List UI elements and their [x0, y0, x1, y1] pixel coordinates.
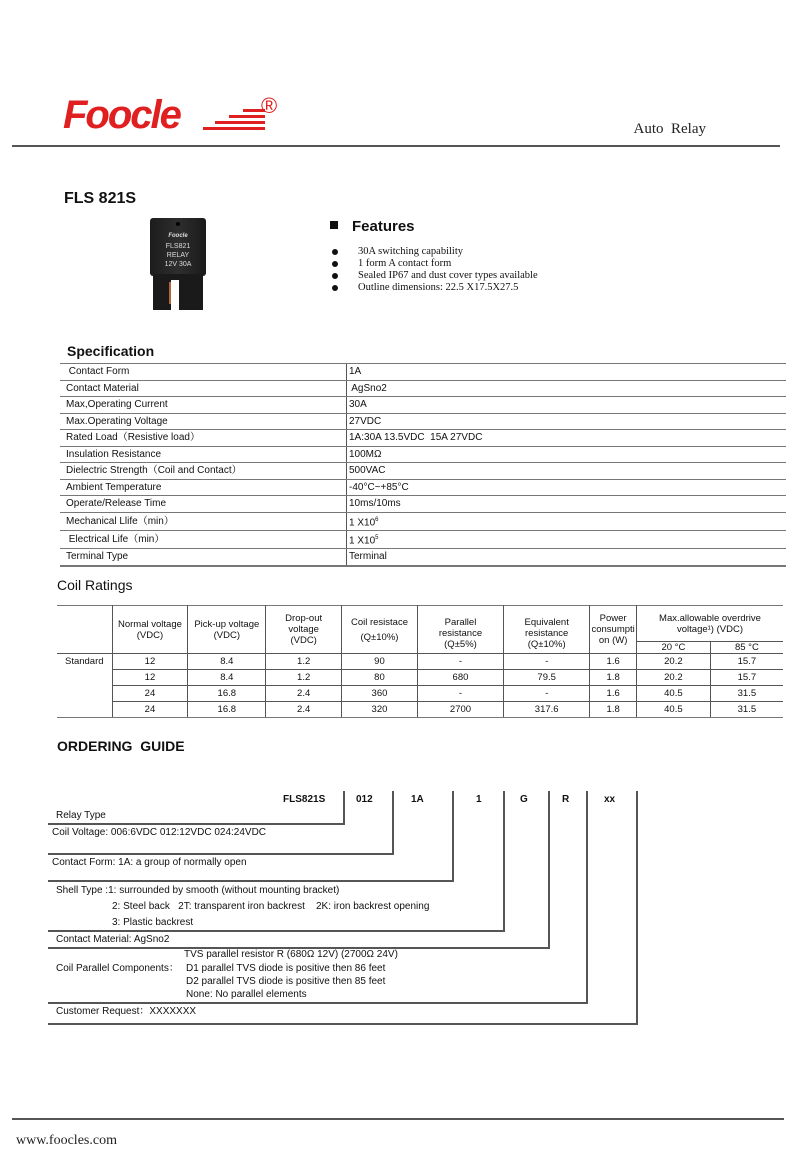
relay-image-line1: FLS821: [165, 243, 191, 250]
relay-type-label: Relay Type: [56, 810, 106, 821]
coil-header-20c: 20 °C: [637, 642, 711, 654]
coil-cell: 1.6: [590, 654, 637, 670]
code-coil-parallel: R: [562, 794, 570, 805]
bracket-line: [392, 791, 394, 854]
relay-image-line3: 12V 30A: [164, 261, 192, 268]
brand-name: Foocle: [63, 93, 180, 137]
spec-value-text: 1 X10: [349, 516, 376, 528]
coil-cell: 80: [342, 670, 418, 686]
coil-parallel-label: Coil Parallel Components：: [56, 963, 179, 974]
coil-parallel-option-1: TVS parallel resistor R (680Ω 12V) (2700Ω 24V): [184, 949, 398, 960]
coil-cell: 40.5: [637, 686, 711, 702]
feature-text: Outline dimensions: 22.5 X17.5X27.5: [358, 282, 519, 293]
coil-cell: 680: [417, 670, 503, 686]
coil-voltage-label: Coil Voltage: 006:6VDC 012:12VDC 024:24VDC: [52, 827, 267, 838]
coil-cell: 317.6: [504, 702, 590, 718]
spec-key: Electrical Life（min）: [60, 530, 347, 548]
coil-cell: 20.2: [637, 670, 711, 686]
coil-cell: 1.8: [590, 702, 637, 718]
coil-cell: 79.5: [504, 670, 590, 686]
code-coil-voltage: 012: [356, 794, 373, 805]
spec-key: Ambient Temperature: [60, 479, 347, 496]
spec-value-text: 1 X10: [349, 535, 376, 547]
shell-type-line-2: 2: Steel back 2T: transparent iron backrest 2K: iron backrest opening: [112, 901, 430, 912]
coil-cell: 12: [112, 654, 188, 670]
coil-cell: 40.5: [637, 702, 711, 718]
spec-value: -40°C~+85°C: [347, 479, 787, 496]
coil-cell: -: [504, 654, 590, 670]
coil-cell: 320: [342, 702, 418, 718]
code-relay-type: FLS821S: [283, 794, 326, 805]
bracket-line: [48, 853, 394, 855]
coil-cell: 1.2: [266, 670, 342, 686]
product-category: Auto Relay: [633, 121, 706, 137]
coil-cell: 15.7: [710, 670, 783, 686]
spec-key: Max,Operating Current: [60, 397, 347, 414]
coil-header-overdrive: Max.allowable overdrive voltage¹) (VDC): [637, 606, 783, 642]
coil-header-normal-voltage: Normal voltage (VDC): [112, 606, 188, 654]
coil-cell: 1.6: [590, 686, 637, 702]
ordering-guide-heading: ORDERING GUIDE: [57, 738, 185, 754]
coil-cell: 24: [112, 702, 188, 718]
coil-cell: -: [417, 686, 503, 702]
footer-website-link[interactable]: www.foocles.com: [16, 1133, 117, 1148]
code-contact-material: G: [520, 794, 528, 805]
spec-key: Mechanical Llife（min）: [60, 512, 347, 530]
coil-cell: 31.5: [710, 686, 783, 702]
contact-form-label: Contact Form: 1A: a group of normally open: [52, 857, 247, 868]
coil-header-parallel-resistance: Parallel resistance (Q±5%): [417, 606, 503, 654]
coil-cell: 2700: [417, 702, 503, 718]
code-contact-form: 1A: [411, 794, 424, 805]
coil-resistance-tolerance: (Q±10%): [360, 631, 399, 643]
feature-text: 30A switching capability: [358, 246, 463, 257]
feature-text: 1 form A contact form: [358, 258, 452, 269]
bracket-line: [48, 1023, 638, 1025]
bracket-line: [548, 791, 550, 948]
footer-divider: [12, 1118, 784, 1120]
spec-key: Operate/Release Time: [60, 496, 347, 513]
model-title: FLS 821S: [64, 190, 137, 207]
spec-value: 1A: [347, 364, 787, 381]
code-shell-type: 1: [476, 794, 482, 805]
shell-type-line-1: Shell Type :1: surrounded by smooth (without mounting bracket): [56, 885, 340, 896]
bracket-line: [48, 930, 505, 932]
bracket-line: [343, 791, 345, 824]
coil-cell: 15.7: [710, 654, 783, 670]
spec-key: Dielectric Strength（Coil and Contact）: [60, 463, 347, 480]
coil-header-pickup-voltage: Pick-up voltage (VDC): [188, 606, 266, 654]
bracket-line: [48, 823, 345, 825]
spec-key: Terminal Type: [60, 549, 347, 566]
registered-mark: ®: [261, 93, 278, 118]
spec-key: Rated Load（Resistive load）: [60, 430, 347, 447]
bracket-line: [503, 791, 505, 931]
coil-cell: 8.4: [188, 654, 266, 670]
coil-cell: 90: [342, 654, 418, 670]
bracket-line: [586, 791, 588, 1003]
coil-parallel-option-2: D1 parallel TVS diode is positive then 86 feet: [186, 963, 386, 974]
coil-cell: 12: [112, 670, 188, 686]
spec-value-exponent: 6: [375, 516, 379, 523]
relay-image-line2: RELAY: [166, 252, 190, 259]
coil-parallel-option-4: None: No parallel elements: [186, 989, 307, 1000]
spec-value: 30A: [347, 397, 787, 414]
coil-row-group-label: Standard: [57, 654, 112, 718]
coil-cell: 24: [112, 686, 188, 702]
coil-cell: 16.8: [188, 686, 266, 702]
spec-value: AgSno2: [347, 380, 787, 397]
coil-header-dropout-voltage: Drop-out voltage (VDC): [266, 606, 342, 654]
spec-value: 1A:30A 13.5VDC 15A 27VDC: [347, 430, 787, 447]
coil-parallel-option-3: D2 parallel TVS diode is positive then 85 feet: [186, 976, 386, 987]
features-title-text: Features: [352, 218, 415, 235]
coil-header-85c: 85 °C: [710, 642, 783, 654]
shell-type-line-3: 3: Plastic backrest: [112, 917, 194, 928]
bracket-line: [452, 791, 454, 881]
coil-ratings-heading: Coil Ratings: [57, 577, 133, 593]
relay-image-brand: Foocle: [168, 233, 188, 239]
spec-value: 27VDC: [347, 413, 787, 430]
spec-key: Max.Operating Voltage: [60, 413, 347, 430]
coil-cell: 20.2: [637, 654, 711, 670]
specification-heading: Specification: [67, 343, 155, 359]
coil-cell: -: [504, 686, 590, 702]
bracket-line: [48, 880, 454, 882]
spec-value: 500VAC: [347, 463, 787, 480]
coil-header-equivalent-resistance: Equivalent resistance (Q±10%): [504, 606, 590, 654]
coil-cell: 1.2: [266, 654, 342, 670]
code-customer-request: xx: [604, 794, 616, 805]
coil-cell: 8.4: [188, 670, 266, 686]
spec-key: Contact Form: [60, 364, 347, 381]
coil-cell: 16.8: [188, 702, 266, 718]
spec-value: 10ms/10ms: [347, 496, 787, 513]
spec-value: Terminal: [347, 549, 787, 566]
coil-cell: 360: [342, 686, 418, 702]
spec-value: 100MΩ: [347, 446, 787, 463]
contact-material-label: Contact Material: AgSno2: [56, 934, 170, 945]
coil-cell: 31.5: [710, 702, 783, 718]
coil-cell: -: [417, 654, 503, 670]
bracket-line: [48, 1002, 588, 1004]
coil-resistance-label: Coil resistace: [350, 616, 408, 628]
feature-text: Sealed IP67 and dust cover types available: [358, 270, 538, 281]
spec-key: Contact Material: [60, 380, 347, 397]
spec-value-exponent: 5: [375, 534, 379, 541]
spec-key: Insulation Resistance: [60, 446, 347, 463]
bracket-line: [636, 791, 638, 1024]
coil-cell: 1.8: [590, 670, 637, 686]
customer-request-label: Customer Request：XXXXXXX: [56, 1006, 197, 1017]
coil-cell: 2.4: [266, 686, 342, 702]
coil-cell: 2.4: [266, 702, 342, 718]
coil-header-power: Power consumpti on (W): [590, 606, 637, 654]
